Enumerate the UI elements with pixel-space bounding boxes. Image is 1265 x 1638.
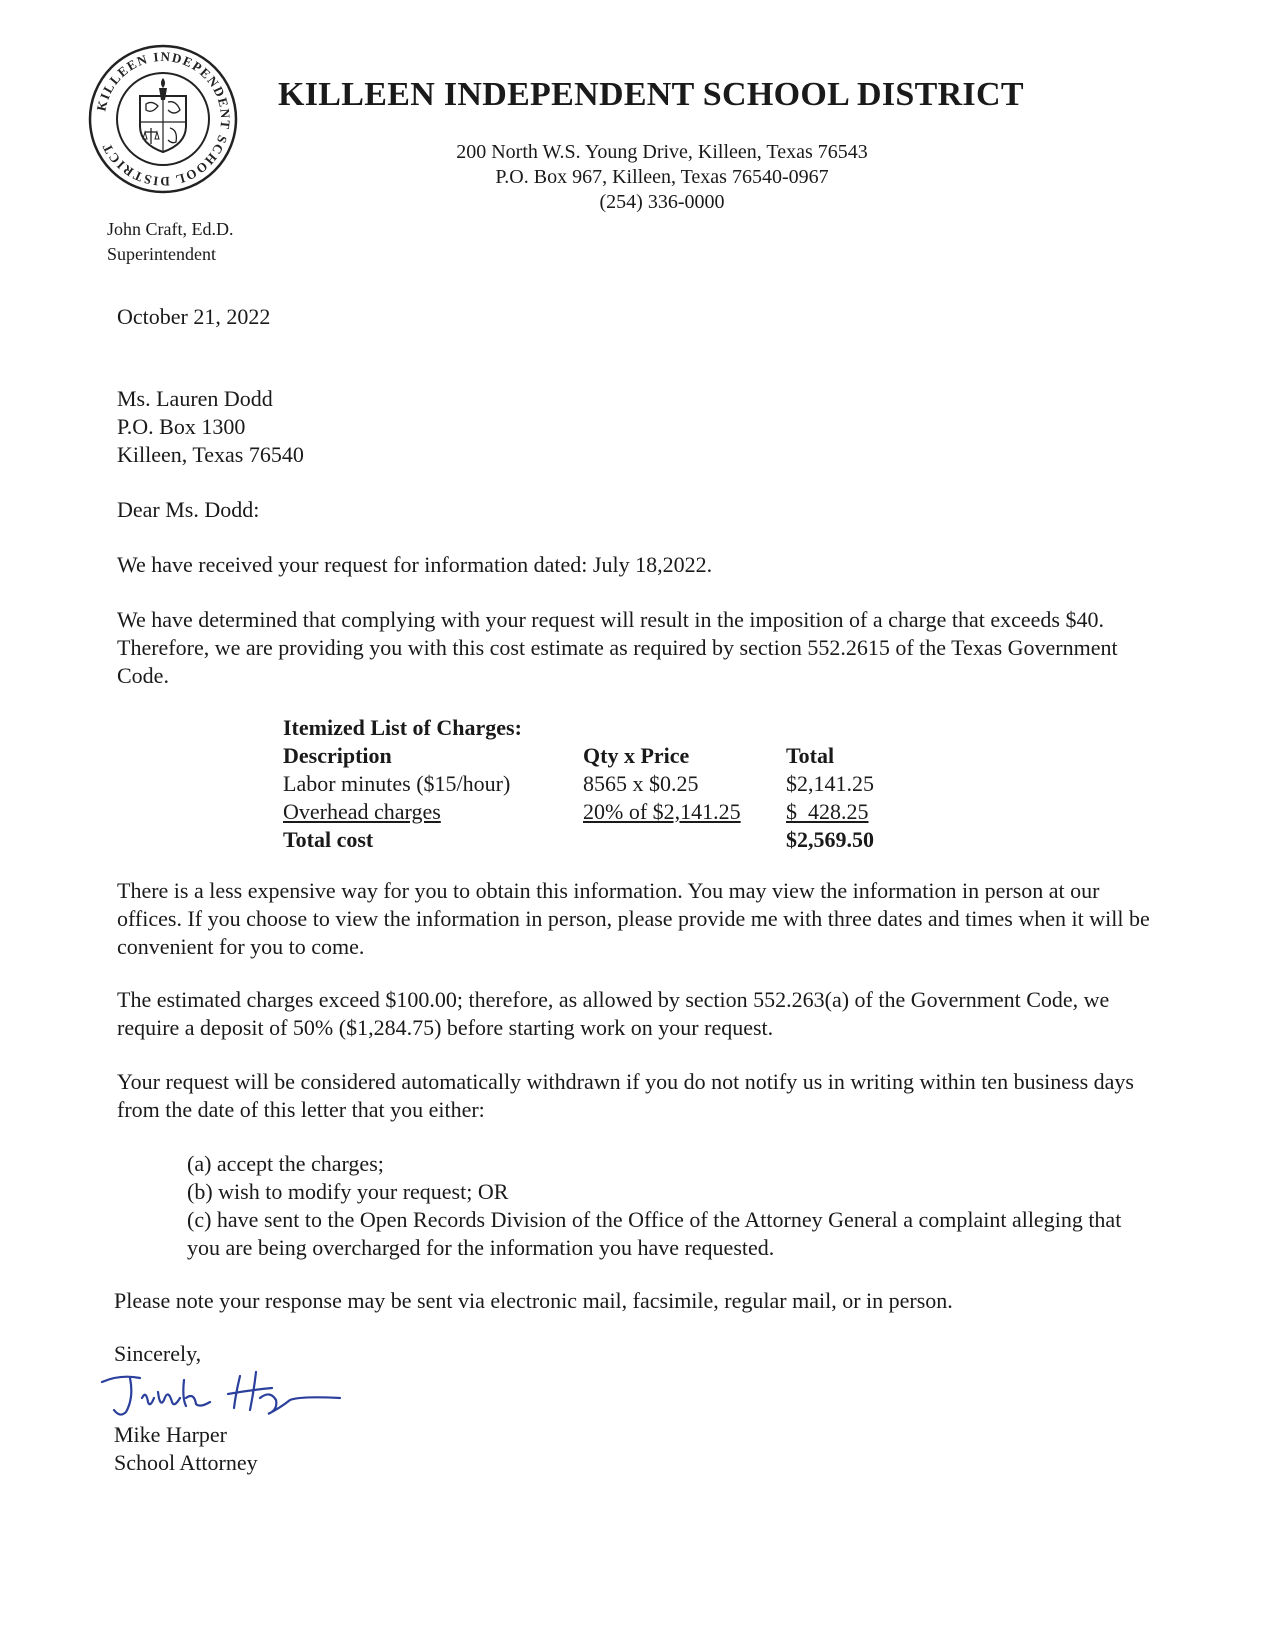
row-total: $2,141.25 xyxy=(786,771,874,796)
column-header-total: Total xyxy=(786,743,835,768)
row-description: Labor minutes ($15/hour) xyxy=(283,771,511,796)
paragraph-withdrawal: Your request will be considered automatically withdrawn if you do not notify us in writing within ten business days from the date of this letter that you either: xyxy=(117,1069,1134,1122)
paragraph-response-methods: Please note your response may be sent via electronic mail, facsimile, regular mail, or in person. xyxy=(114,1288,953,1313)
recipient-line-2: Killeen, Texas 76540 xyxy=(117,442,304,467)
paragraph-less-expensive: There is a less expensive way for you to obtain this information. You may view the information in person at our offices. If you choose to view the information in person, please provide me with three dates and times when it will be convenient for you to come. xyxy=(117,878,1150,959)
district-seal xyxy=(88,44,238,199)
signer-title: School Attorney xyxy=(114,1450,258,1475)
letter-date: October 21, 2022 xyxy=(117,304,271,329)
superintendent-block xyxy=(107,217,233,267)
table-row xyxy=(283,770,874,798)
seal-icon xyxy=(88,44,238,194)
row-total: $ 428.25 xyxy=(786,799,869,824)
district-name: KILLEEN INDEPENDENT SCHOOL DISTRICT xyxy=(278,76,1024,113)
list-item: (a) accept the charges; xyxy=(187,1151,384,1176)
salutation: Dear Ms. Dodd: xyxy=(117,497,260,522)
district-address xyxy=(432,140,892,215)
signer-name: Mike Harper xyxy=(114,1422,228,1447)
row-description: Overhead charges xyxy=(283,799,441,824)
charges-heading: Itemized List of Charges: xyxy=(283,715,522,740)
total-value: $2,569.50 xyxy=(786,827,874,852)
list-item: (c) have sent to the Open Records Division of the Office of the Attorney General a complaint alleging that you are being overcharged for the information you have requested. xyxy=(187,1207,1122,1260)
closing: Sincerely, xyxy=(114,1341,202,1366)
charges-header-row xyxy=(283,742,874,770)
address-line-1: 200 North W.S. Young Drive, Killeen, Texas 76543 xyxy=(456,141,868,163)
superintendent-name: John Craft, Ed.D. xyxy=(107,219,234,239)
signer-block xyxy=(114,1421,258,1477)
svg-text:KILLEEN INDEPENDENT SCHOOL DIS: KILLEEN INDEPENDENT SCHOOL DISTRICT xyxy=(93,48,234,190)
charges-table xyxy=(283,714,874,854)
table-row xyxy=(283,798,874,826)
recipient-line-1: P.O. Box 1300 xyxy=(117,414,246,439)
district-phone: (254) 336-0000 xyxy=(599,191,725,213)
paragraph-deposit: The estimated charges exceed $100.00; therefore, as allowed by section 552.263(a) of the Government Code, we require a deposit of 50% ($1,284.75) before starting work on your request. xyxy=(117,987,1110,1040)
paragraph-request-received: We have received your request for information dated: July 18,2022. xyxy=(117,552,713,577)
paragraph-cost-determination: We have determined that complying with your request will result in the imposition of a charge that exceeds $40. Therefore, we are providing you with this cost estimate as required by section 552.2615 of the Texas Government Code. xyxy=(117,607,1118,688)
column-header-description: Description xyxy=(283,743,392,768)
charges-total-row xyxy=(283,826,874,854)
address-line-2: P.O. Box 967, Killeen, Texas 76540-0967 xyxy=(495,166,829,188)
row-qty-price: 20% of $2,141.25 xyxy=(583,799,741,824)
recipient-name: Ms. Lauren Dodd xyxy=(117,386,273,411)
signature-icon xyxy=(100,1368,350,1428)
list-item: (b) wish to modify your request; OR xyxy=(187,1179,509,1204)
options-list xyxy=(187,1150,1147,1262)
recipient-address xyxy=(117,385,304,469)
superintendent-title: Superintendent xyxy=(107,244,216,264)
total-label: Total cost xyxy=(283,827,374,852)
row-qty-price: 8565 x $0.25 xyxy=(583,771,699,796)
column-header-qty-price: Qty x Price xyxy=(583,743,690,768)
